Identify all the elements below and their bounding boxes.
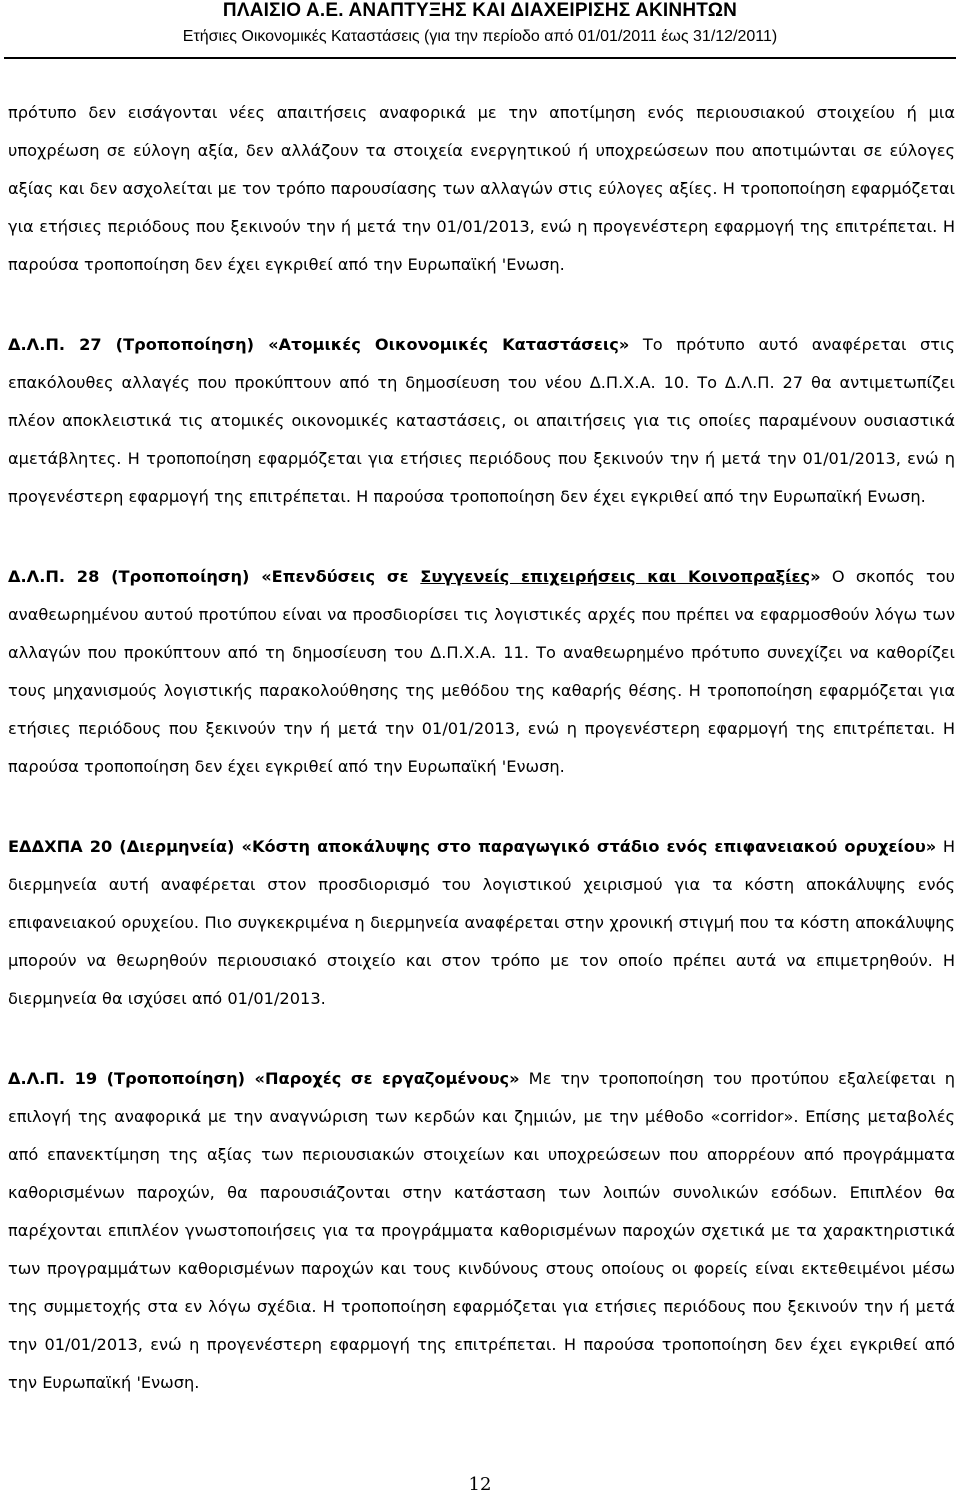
paragraph-heading-underlined: Συγγενείς επιχειρήσεις και Κοινοπραξίες xyxy=(420,567,811,586)
paragraph-heading-part: » xyxy=(810,567,821,586)
paragraph-text: Ο σκοπός του αναθεωρημένου αυτού προτύπου είναι να προσδιορίσει τις λογιστικές αρχές που πρέπει να εφαρμοσθούν λόγω των αλλαγών που προκύπτουν από τη δημοσίευση του Δ.Π.Χ.Α. 11. Το αναθεωρημένο πρότυπο συνεχίζει να καθορίζει τους μηχανισμούς λογιστικής παρακολούθησης της μεθόδου της καθαρής θέσης. Η τροποποίηση εφαρμόζεται για ετήσιες περιόδους που ξεκινούν την ή μετά την 01/01/2013, ενώ η προγενέστερη εφαρμογή της επιτρέπεται. Η παρούσα τροποποίηση δεν έχει εγκριθεί από την Ευρωπαϊκή 'Ενωση. xyxy=(8,567,955,776)
paragraph-heading-part: Δ.Λ.Π. 28 (Τροποποίηση) «Επενδύσεις σε xyxy=(8,567,421,586)
paragraph-text: πρότυπο δεν εισάγονται νέες απαιτήσεις αναφορικά με την αποτίμηση ενός περιουσιακού στοιχείου ή μια υποχρέωση σε εύλογη αξία, δεν αλλάζουν τα στοιχεία ενεργητικού ή υποχρεώσεων που αποτιμώνται σε εύλογες αξίας και δεν ασχολείται με τον τρόπο παρουσίασης των αλλαγών στις εύλογες αξίες. Η τροποποίηση εφαρμόζεται για ετήσιες περιόδους που ξεκινούν την ή μετά την 01/01/2013, ενώ η προγενέστερη εφαρμογή της επιτρέπεται. Η παρούσα τροποποίηση δεν έχει εγκριθεί από την Ευρωπαϊκή 'Ενωση. xyxy=(8,103,955,274)
page-header xyxy=(0,0,960,47)
header-divider xyxy=(4,57,956,59)
paragraph-heading: Δ.Λ.Π. 27 (Τροποποίηση) «Ατομικές Οικονομικές Καταστάσεις» xyxy=(8,335,630,354)
paragraph-ias27 xyxy=(8,326,955,516)
paragraph-heading: ΕΔΔΧΠΑ 20 (Διερμηνεία) «Κόστη αποκάλυψης στο παραγωγικό στάδιο ενός επιφανειακού ορυχείου» xyxy=(8,837,937,856)
paragraph-text: Η διερμηνεία αυτή αναφέρεται στον προσδιορισμό του λογιστικού χειρισμού για τα κόστη αποκάλυψης ενός επιφανειακού ορυχείου. Πιο συγκεκριμένα η διερμηνεία αναφέρεται στην χρονική στιγμή που τα κόστη αποκάλυψης μπορούν να θεωρηθούν περιουσιακό στοιχείο και στον τρόπο με τον οποίο πρέπει αυτά να επιμετρηθούν. Η διερμηνεία θα ισχύσει από 01/01/2013. xyxy=(8,837,955,1008)
paragraph-text: Με την τροποποίηση του προτύπου εξαλείφεται η επιλογή της αναφορικά με την αναγνώριση των κερδών και ζημιών, με την μέθοδο «corridor». Επίσης μεταβολές από επανεκτίμηση της αξίας των περιουσιακών στοιχείων και υποχρεώσεων που απορρέουν από προγράμματα καθορισμένων παροχών, θα παρουσιάζονται στην κατάσταση των λοιπών συνολικών εσόδων. Επιπλέον θα παρέχονται επιπλέον γνωστοποιήσεις για τα προγράμματα καθορισμένων παροχών σχετικά με τα χαρακτηριστικά των προγραμμάτων καθορισμένων παροχών και τους κινδύνους στους οποίους οι φορείς είναι εκτεθειμένοι μέσω της συμμετοχής στα εν λόγω σχέδια. Η τροποποίηση εφαρμόζεται για ετήσιες περιόδους που ξεκινούν την ή μετά την 01/01/2013, ενώ η προγενέστερη εφαρμογή της επιτρέπεται. Η παρούσα τροποποίηση δεν έχει εγκριθεί από την Ευρωπαϊκή 'Ενωση. xyxy=(8,1069,955,1392)
report-subtitle: Ετήσιες Οικονομικές Καταστάσεις (για την περίοδο από 01/01/2011 έως 31/12/2011) xyxy=(182,28,778,45)
paragraph-ifric20 xyxy=(8,828,955,1018)
company-title: ΠΛΑΙΣΙΟ Α.Ε. ΑΝΑΠΤΥΞΗΣ ΚΑΙ ΔΙΑΧΕΙΡΙΣΗΣ ΑΚΙΝΗΤΩΝ xyxy=(222,0,738,21)
paragraph-ias28 xyxy=(8,558,955,786)
paragraph-ias19 xyxy=(8,1060,955,1402)
paragraph-intro xyxy=(8,94,955,284)
document-body xyxy=(8,94,955,1444)
paragraph-heading xyxy=(8,567,821,586)
paragraph-heading: Δ.Λ.Π. 19 (Τροποποίηση) «Παροχές σε εργαζομένους» xyxy=(8,1069,520,1088)
page-number: 12 xyxy=(468,1474,492,1495)
paragraph-text: Το πρότυπο αυτό αναφέρεται στις επακόλουθες αλλαγές που προκύπτουν από τη δημοσίευση του νέου Δ.Π.Χ.Α. 10. Το Δ.Λ.Π. 27 θα αντιμετωπίζει πλέον αποκλειστικά τις ατομικές οικονομικές καταστάσεις, οι απαιτήσεις για τις οποίες παραμένουν ουσιαστικά αμετάβλητες. Η τροποποίηση εφαρμόζεται για ετήσιες περιόδους που ξεκινούν την ή μετά την 01/01/2013, ενώ η προγενέστερη εφαρμογή της επιτρέπεται. Η παρούσα τροποποίηση δεν έχει εγκριθεί από την Ευρωπαϊκή Ενωση. xyxy=(8,335,955,506)
